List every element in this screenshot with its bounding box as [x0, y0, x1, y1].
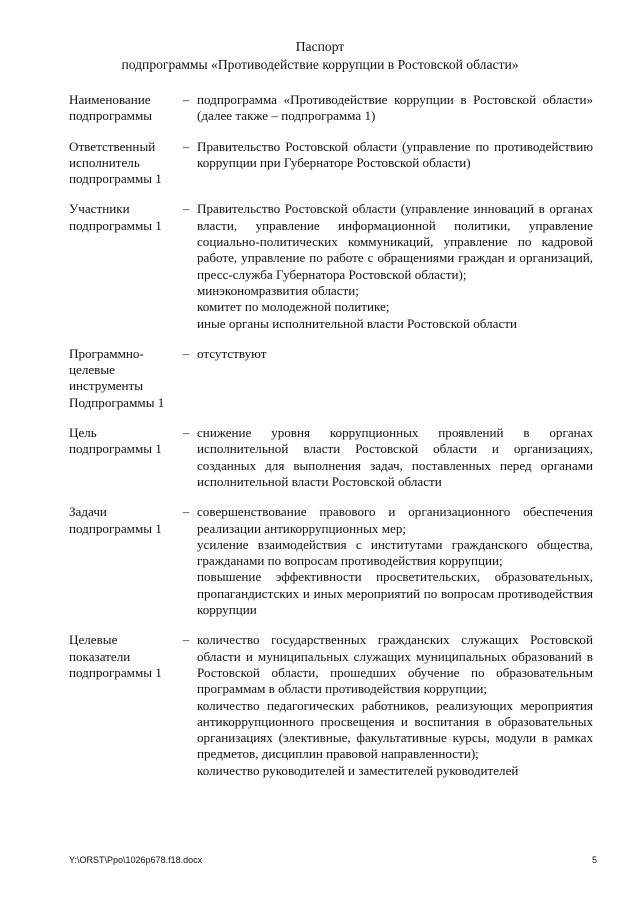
- row-dash: –: [182, 632, 190, 648]
- row-content: [197, 139, 593, 188]
- passport-row: [69, 346, 599, 411]
- title-line-1: Паспорт: [295, 39, 345, 54]
- row-label: [69, 92, 175, 125]
- row-content-paragraph: повышение эффективности просветительских, образовательных, пропагандистских и иных мероприятий по вопросам противодействия коррупции: [197, 569, 593, 618]
- row-content: [197, 632, 593, 779]
- row-content-paragraph: подпрограмма «Противодействие коррупции в Ростовской области» (далее также – подпрограмма 1): [197, 92, 593, 124]
- row-label-line: Участники: [69, 201, 130, 217]
- row-content-paragraph: усиление взаимодействия с институтами гражданского общества, гражданами по вопросам противодействия коррупции;: [197, 536, 593, 569]
- passport-row: [69, 632, 599, 779]
- row-dash: –: [182, 138, 190, 154]
- row-dash: –: [182, 201, 190, 217]
- row-label-line: Подпрограммы 1: [69, 394, 165, 410]
- passport-row: [69, 92, 599, 125]
- row-label-line: Цель: [69, 425, 97, 441]
- row-dash: –: [182, 504, 190, 520]
- row-label-line: показатели: [69, 648, 131, 664]
- title-line-2: подпрограммы «Противодействие коррупции в Ростовской области»: [121, 57, 519, 72]
- row-label-line: исполнитель: [69, 154, 140, 170]
- row-dash: –: [182, 425, 190, 441]
- row-content: [197, 504, 593, 618]
- row-dash: –: [182, 345, 190, 361]
- title-block: [0, 38, 640, 74]
- row-label-line: подпрограммы: [69, 108, 153, 124]
- row-content-paragraph: минэкономразвития области;: [197, 282, 359, 298]
- row-content-paragraph: комитет по молодежной политике;: [197, 299, 390, 315]
- row-content: [197, 92, 593, 125]
- row-content-paragraph: отсутствуют: [197, 345, 267, 361]
- row-content-paragraph: количество государственных гражданских служащих Ростовской области и муниципальных служащих муниципальных образований в Ростовской области, прошедших обучение по образовательным программам в области противодействия коррупции;: [197, 632, 593, 697]
- row-label: [69, 632, 175, 779]
- row-content-paragraph: иные органы исполнительной власти Ростовской области: [197, 315, 517, 331]
- row-content-paragraph: количество педагогических работников, реализующих мероприятия антикоррупционного просвещения и воспитания в образовательных организациях (элективные, факультативные курсы, модули в рамках предметов, дисциплин правовой направленности);: [197, 697, 593, 762]
- row-label-line: подпрограммы 1: [69, 217, 162, 233]
- passport-row: [69, 425, 599, 490]
- row-label-line: подпрограммы 1: [69, 520, 162, 536]
- row-content: [197, 346, 593, 411]
- row-content-paragraph: количество руководителей и заместителей руководителей: [197, 762, 519, 778]
- row-label-line: Программно-: [69, 345, 144, 361]
- row-label: [69, 139, 175, 188]
- row-content-paragraph: снижение уровня коррупционных проявлений в органах исполнительной власти Ростовской области и организациях, созданных для выполнения задач, поставленных перед органами исполнительной власти Ростовской области: [197, 425, 593, 489]
- row-label-line: Задачи: [69, 504, 107, 520]
- passport-row: [69, 504, 599, 618]
- row-content: [197, 425, 593, 490]
- page-number: 5: [591, 855, 597, 865]
- row-label: [69, 346, 175, 411]
- row-dash: –: [182, 92, 190, 107]
- passport-row: [69, 139, 599, 188]
- row-content-paragraph: совершенствование правового и организационного обеспечения реализации антикоррупционных мер;: [197, 504, 593, 536]
- row-content-paragraph: Правительство Ростовской области (управление инноваций в органах власти, управление информационной политики, управление социально-политических коммуникаций, управление по кадровой работе, управление по работе с обращениями граждан и организаций, пресс-служба Губернатора Ростовской области);: [197, 201, 593, 282]
- row-content: [197, 201, 593, 331]
- row-label: [69, 504, 175, 618]
- passport-row: [69, 201, 599, 331]
- row-label-line: Наименование: [69, 92, 151, 107]
- row-label: [69, 201, 175, 331]
- row-label-line: подпрограммы 1: [69, 664, 162, 680]
- passport-table: [69, 92, 599, 793]
- row-label-line: подпрограммы 1: [69, 171, 162, 187]
- row-label-line: Целевые: [69, 632, 118, 648]
- row-label: [69, 425, 175, 490]
- row-label-line: подпрограммы 1: [69, 441, 162, 457]
- row-label-line: Ответственный: [69, 138, 156, 154]
- page-footer: [69, 855, 597, 865]
- row-label-line: целевые: [69, 362, 115, 378]
- row-content-paragraph: Правительство Ростовской области (управление по противодействию коррупции при Губернаторе Ростовской области): [197, 138, 593, 170]
- row-label-line: инструменты: [69, 378, 144, 394]
- file-path: Y:\ORST\Ppo\1026p678.f18.docx: [69, 855, 203, 865]
